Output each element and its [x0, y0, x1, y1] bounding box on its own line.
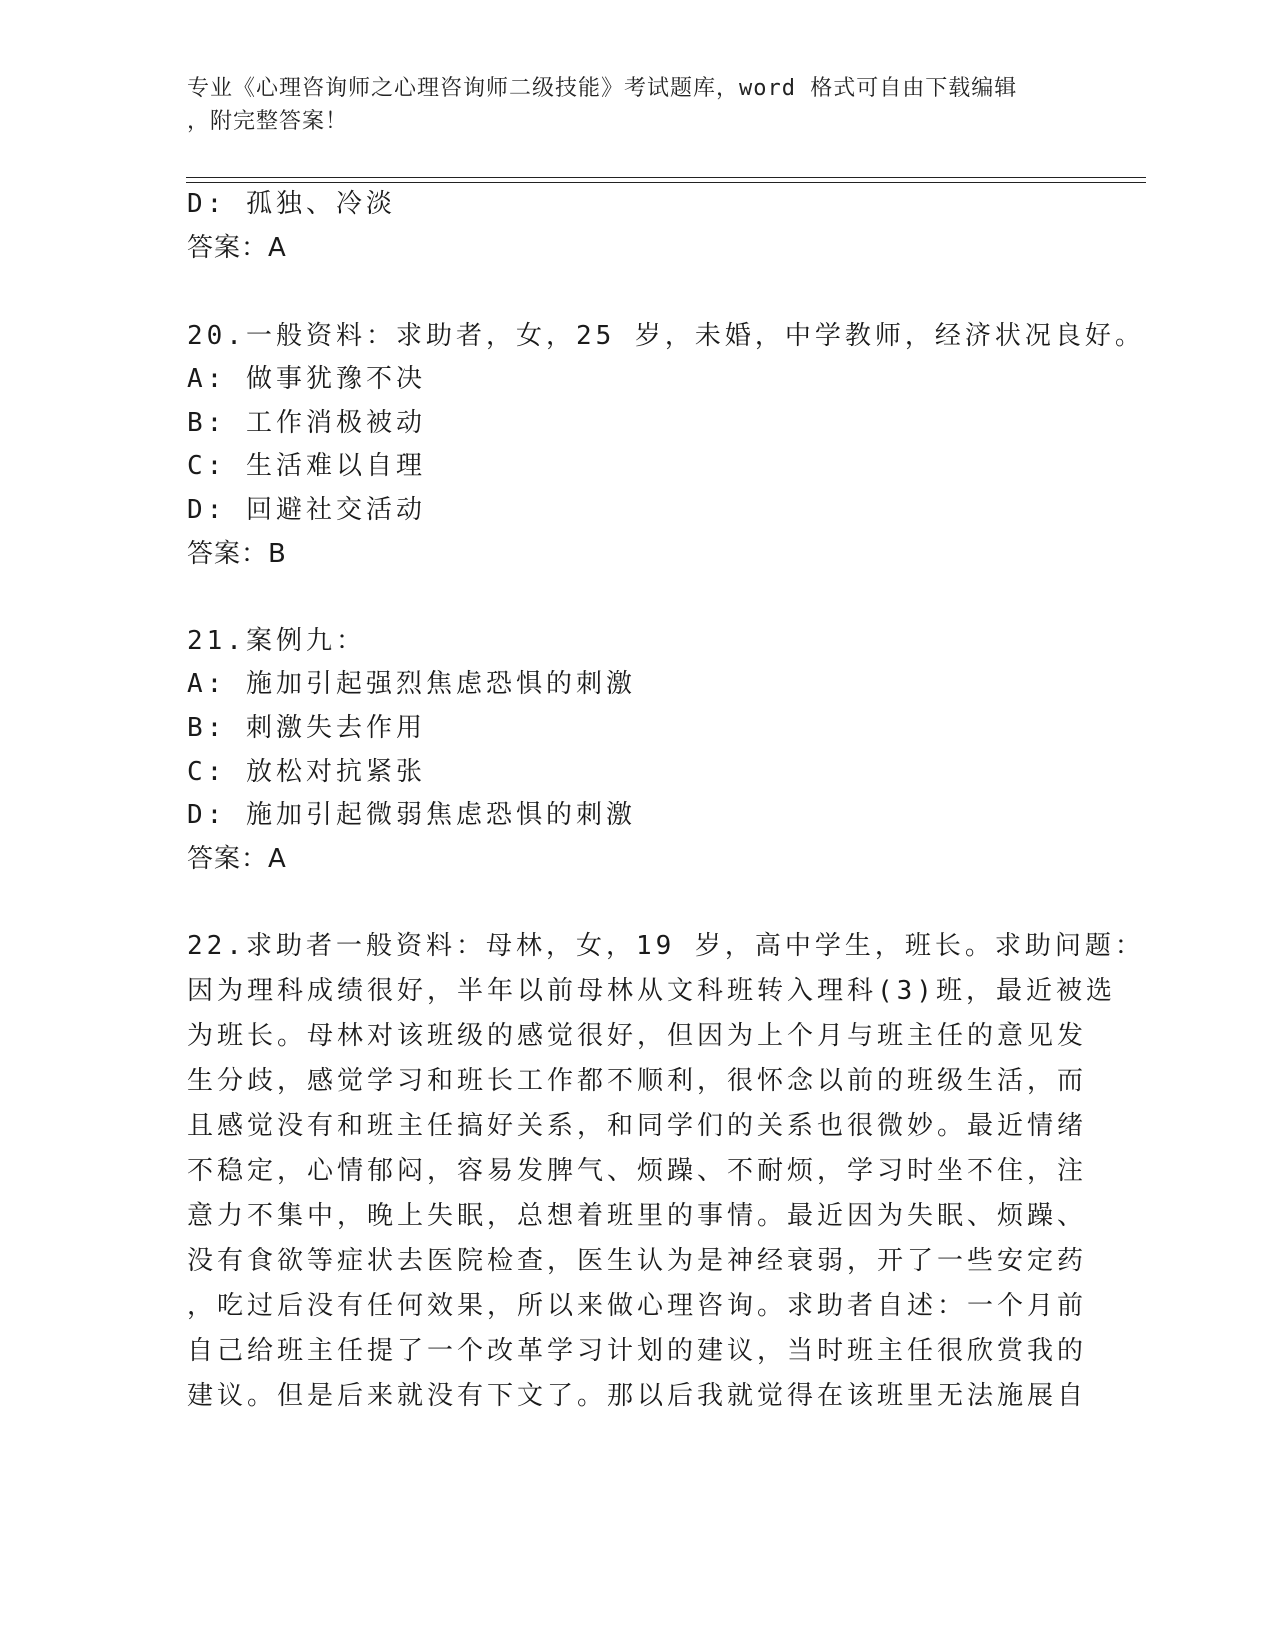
q22-paragraph	[187, 924, 1145, 1419]
q20-answer: 答案：B	[187, 539, 287, 569]
q22-line: 因为理科成绩很好，半年以前母林从文科班转入理科(3)班，最近被选	[187, 976, 1116, 1006]
q22-line: 没有食欲等症状去医院检查，医生认为是神经衰弱，开了一些安定药	[187, 1246, 1088, 1276]
q21-option-c: C: 放松对抗紧张	[187, 757, 426, 787]
page-header	[187, 72, 1057, 138]
q22-line: 为班长。母林对该班级的感觉很好，但因为上个月与班主任的意见发	[187, 1021, 1088, 1051]
q21-stem: 21.案例九：	[187, 626, 366, 656]
q22-line: 22.求助者一般资料：母林，女，19 岁，高中学生，班长。求助问题：	[187, 931, 1145, 961]
q20-option-b: B: 工作消极被动	[187, 408, 426, 438]
q22-line: 生分歧，感觉学习和班长工作都不顺利，很怀念以前的班级生活，而	[187, 1066, 1088, 1096]
q22-line: 意力不集中，晚上失眠，总想着班里的事情。最近因为失眠、烦躁、	[187, 1201, 1088, 1231]
q22-line: 建议。但是后来就没有下文了。那以后我就觉得在该班里无法施展自	[187, 1381, 1088, 1411]
header-rule-bottom	[186, 182, 1146, 183]
header-line-1: 专业《心理咨询师之心理咨询师二级技能》考试题库，word 格式可自由下载编辑	[187, 76, 1018, 101]
q22-line: 且感觉没有和班主任搞好关系，和同学们的关系也很微妙。最近情绪	[187, 1111, 1088, 1141]
q20-option-d: D: 回避社交活动	[187, 495, 426, 525]
q22-line: 不稳定，心情郁闷，容易发脾气、烦躁、不耐烦，学习时坐不住，注	[187, 1156, 1088, 1186]
q20-option-a: A: 做事犹豫不决	[187, 364, 426, 394]
q21-answer: 答案：A	[187, 844, 287, 874]
header-line-2: ，附完整答案！	[187, 109, 349, 134]
q19-answer: 答案：A	[187, 233, 287, 263]
q21-option-a: A: 施加引起强烈焦虑恐惧的刺激	[187, 669, 636, 699]
header-rule-top	[186, 177, 1146, 178]
q22-line: ，吃过后没有任何效果，所以来做心理咨询。求助者自述：一个月前	[187, 1291, 1088, 1321]
q21-option-b: B: 刺激失去作用	[187, 713, 426, 743]
q20-stem: 20.一般资料：求助者，女，25 岁，未婚，中学教师，经济状况良好。	[187, 321, 1145, 351]
q20-option-c: C: 生活难以自理	[187, 451, 426, 481]
q19-option-d: D: 孤独、冷淡	[187, 189, 396, 219]
q21-option-d: D: 施加引起微弱焦虑恐惧的刺激	[187, 800, 636, 830]
q22-line: 自己给班主任提了一个改革学习计划的建议，当时班主任很欣赏我的	[187, 1336, 1088, 1366]
